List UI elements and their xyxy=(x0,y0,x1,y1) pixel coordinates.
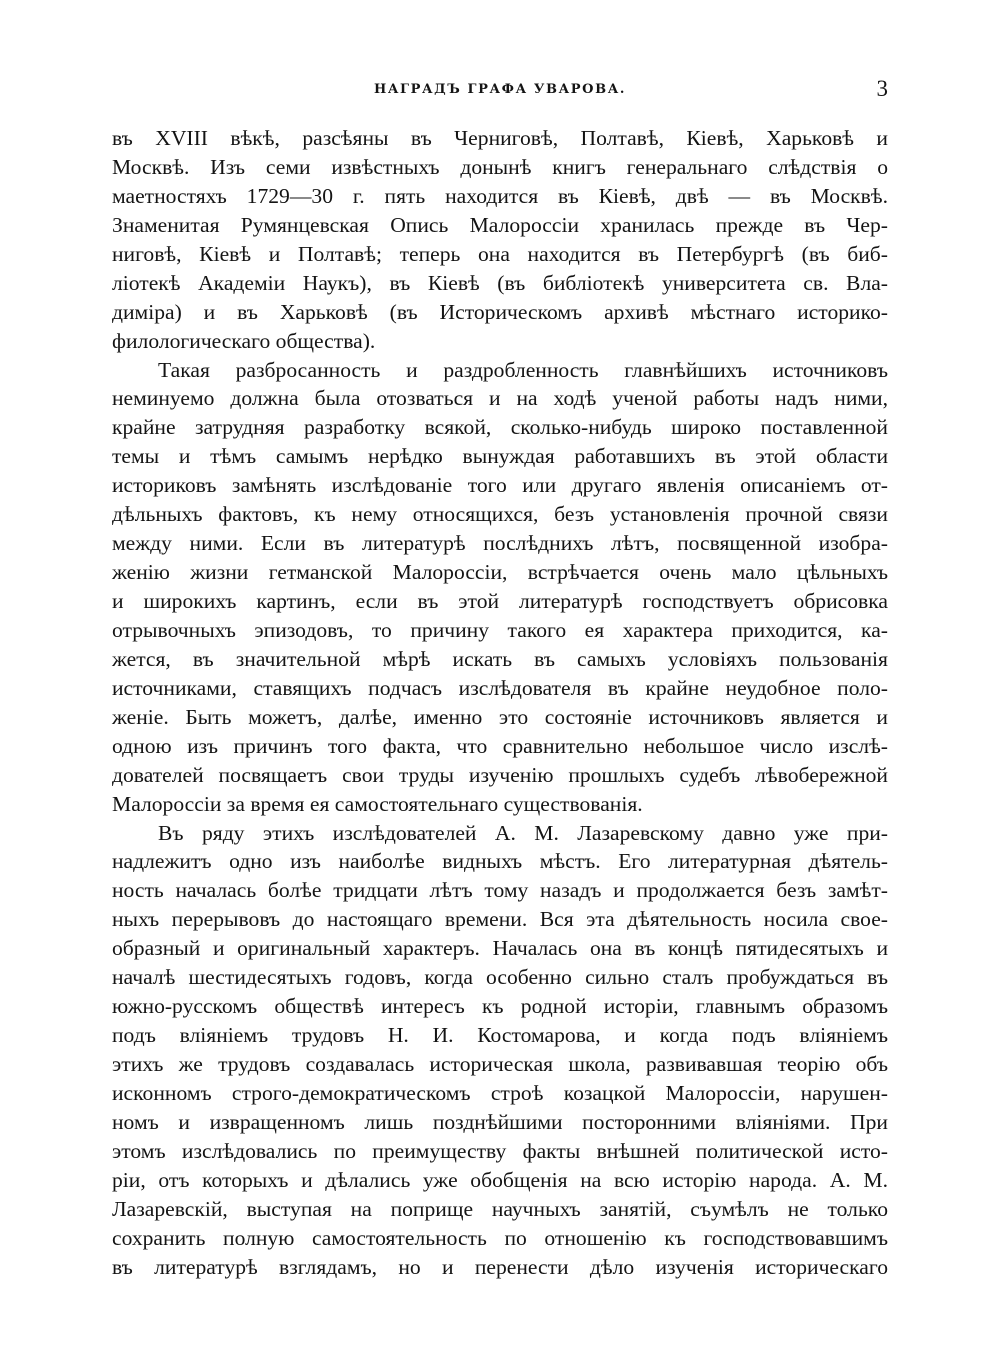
text-line: образный и оригинальный характеръ. Началась она въ концѣ пятидесятыхъ и xyxy=(112,936,888,961)
text-line: Лазаревскій, выступая на поприще научныхъ занятій, съумѣлъ не только xyxy=(112,1196,888,1221)
text-line: женіе. Быть можетъ, далѣе, именно это состояніе источниковъ является и xyxy=(112,704,888,729)
text-line: подъ вліяніемъ трудовъ Н. И. Костомарова, и когда подъ вліяніемъ xyxy=(112,1023,888,1048)
text-line: этомъ изслѣдовались по преимуществу факты внѣшней политической исто- xyxy=(112,1138,888,1163)
paragraph xyxy=(112,356,888,819)
text-line: дѣльныхъ фактовъ, къ нему относящихся, безъ установленія прочной связи xyxy=(112,502,888,527)
text-line: источниками, ставящихъ подчасъ изслѣдователя въ крайне неудобное поло- xyxy=(112,675,888,700)
body-text xyxy=(112,124,888,1282)
text-line: между ними. Если въ литературѣ послѣднихъ лѣтъ, посвященной изобра- xyxy=(112,531,888,556)
text-line: ныхъ перерывовъ до настоящаго времени. Вся эта дѣятельность носила свое- xyxy=(112,907,888,932)
text-line: ность началась болѣе тридцати лѣтъ тому назадъ и продолжается безъ замѣт- xyxy=(112,878,888,903)
text-line: ліотекѣ Академіи Наукъ), въ Кіевѣ (въ библіотекѣ университета св. Вла- xyxy=(112,270,888,295)
text-line: темы и тѣмъ самымъ нерѣдко вынуждая работавшихъ въ этой области xyxy=(112,444,888,469)
text-line: Москвѣ. Изъ семи извѣстныхъ донынѣ книгъ генеральнаго слѣдствія о xyxy=(112,154,888,179)
text-line: ниговѣ, Кіевѣ и Полтавѣ; теперь она находится въ Петербургѣ (въ биб- xyxy=(112,241,888,266)
paragraph xyxy=(112,124,888,356)
text-line: въ литературѣ взглядамъ, но и перенести дѣло изученія историческаго xyxy=(112,1254,888,1279)
text-line: сохранить полную самостоятельность по отношенію къ господствовавшимъ xyxy=(112,1225,888,1250)
text-line: этихъ же трудовъ создавалась историческая школа, развивавшая теорію объ xyxy=(112,1052,888,1076)
text-line: началѣ шестидесятыхъ годовъ, когда особенно сильно сталъ пробуждаться въ xyxy=(112,965,888,990)
text-line: надлежитъ одно изъ наиболѣе видныхъ мѣстъ. Его литературная дѣятель- xyxy=(112,849,888,874)
text-line: маетностяхъ 1729—30 г. пять находится въ Кіевѣ, двѣ — въ Москвѣ. xyxy=(112,183,888,208)
text-line: дователей посвящаетъ свои труды изученію прошлыхъ судебъ лѣвобережной xyxy=(112,762,888,787)
running-head xyxy=(112,78,888,104)
text-line: и широкихъ картинъ, если въ этой литературѣ господствуетъ обрисовка xyxy=(112,589,888,613)
text-line: диміра) и въ Харьковѣ (въ Историческомъ архивѣ мѣстнаго историко- xyxy=(112,299,888,324)
page-number: 3 xyxy=(876,76,888,101)
text-line: Малороссіи за время ея самостоятельнаго существованія. xyxy=(112,791,643,816)
text-line: отрывочныхъ эпизодовъ, то причину такого ея характера приходится, ка- xyxy=(112,617,888,642)
text-line: Такая разбросанность и раздробленность главнѣйшихъ источниковъ xyxy=(158,357,888,382)
text-line: Въ ряду этихъ изслѣдователей А. М. Лазаревскому давно уже при- xyxy=(158,820,888,845)
text-line: крайне затрудняя разработку всякой, сколько-нибудь широко поставленной xyxy=(112,415,888,440)
text-line: Знаменитая Румянцевская Опись Малороссіи хранилась прежде въ Чер- xyxy=(112,212,888,237)
paragraph xyxy=(112,819,888,1282)
text-line: въ XVIII вѣкѣ, разсѣяны въ Черниговѣ, Полтавѣ, Кіевѣ, Харьковѣ и xyxy=(112,126,888,150)
text-line: ріи, отъ которыхъ и дѣлались уже обобщенія на всю исторію народа. А. М. xyxy=(112,1167,888,1192)
text-line: номъ и извращенномъ лишь позднѣйшими посторонними вліяніями. При xyxy=(112,1109,888,1134)
text-line: жется, въ значительной мѣрѣ искать въ самыхъ условіяхъ пользованія xyxy=(112,646,888,671)
text-line: одною изъ причинъ того факта, что сравнительно небольшое число изслѣ- xyxy=(112,733,888,758)
text-line: исконномъ строго-демократическомъ строѣ козацкой Малороссіи, нарушен- xyxy=(112,1080,888,1105)
text-line: женію жизни гетманской Малороссіи, встрѣчается очень мало цѣльныхъ xyxy=(112,560,888,585)
text-line: историковъ замѣнять изслѣдованіе того или другаго явленія описаніемъ от- xyxy=(112,473,888,498)
text-line: филологическаго общества). xyxy=(112,328,376,353)
running-title: НАГРАДЪ ГРАФА УВАРОВА. xyxy=(373,82,627,97)
text-line: неминуемо должна была отозваться и на ходѣ ученой работы надъ ними, xyxy=(112,386,888,411)
text-line: южно-русскомъ обществѣ интересъ къ родной исторіи, главнымъ образомъ xyxy=(112,994,888,1019)
